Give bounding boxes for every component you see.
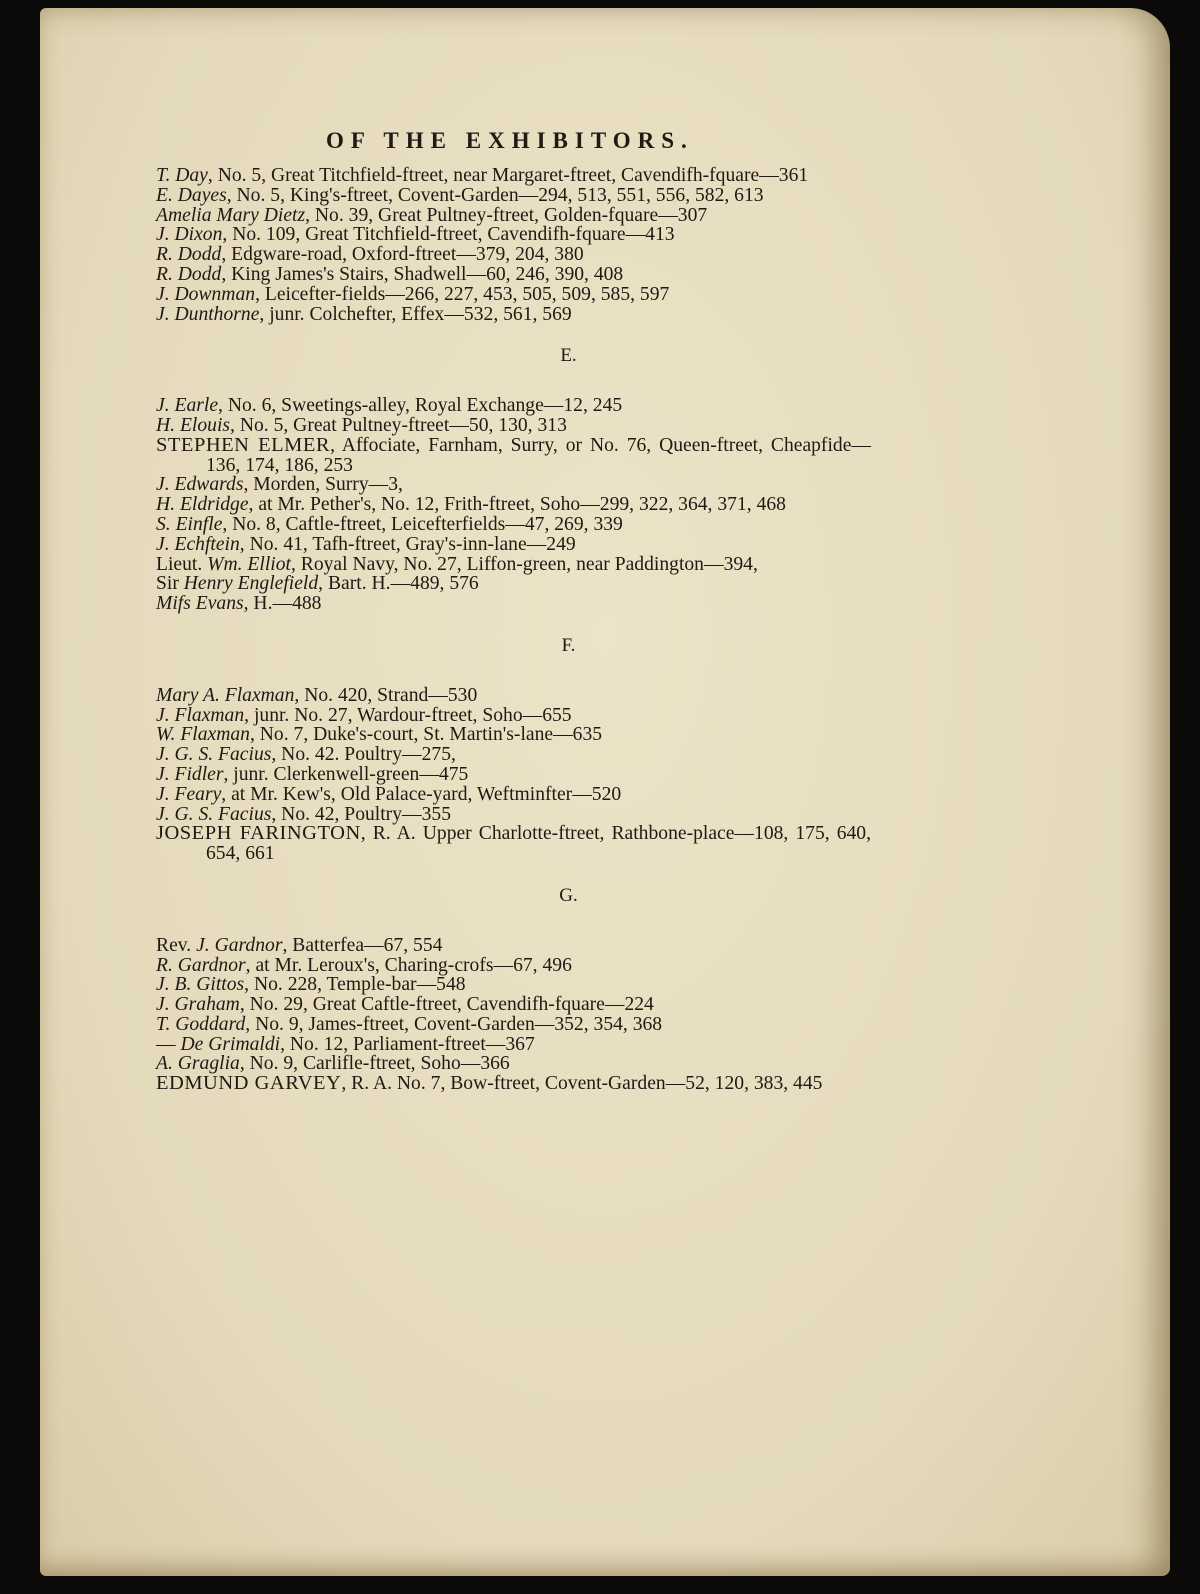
exhibitor-entry	[156, 745, 871, 765]
exhibitor-entry	[156, 166, 871, 186]
exhibitor-details: , at Mr. Leroux's, Charing-crofs—67, 496	[245, 954, 572, 976]
exhibitor-name: R. Gardnor	[156, 954, 246, 976]
exhibitor-details: , Batterfea—67, 554	[282, 934, 443, 956]
exhibitor-entry	[156, 186, 871, 206]
exhibitor-name: STEPHEN ELMER	[156, 433, 331, 456]
exhibitor-entry	[156, 245, 871, 265]
exhibitor-name: De Grimaldi	[180, 1033, 281, 1055]
exhibitor-entry	[156, 555, 871, 575]
exhibitor-name: T. Goddard	[156, 1013, 246, 1035]
exhibitor-name: R. Dodd	[156, 244, 222, 266]
exhibitor-name: S. Einfle	[156, 513, 223, 535]
book-page	[40, 8, 1170, 1576]
exhibitor-name: W. Flaxman	[156, 724, 250, 746]
exhibitor-entry	[156, 475, 871, 495]
exhibitor-name: Mary A. Flaxman	[156, 684, 295, 706]
exhibitor-details: , junr. Clerkenwell-green—475	[223, 763, 469, 785]
exhibitor-entry	[156, 1015, 871, 1035]
exhibitor-entry	[156, 686, 871, 706]
exhibitor-details: , No. 420, Strand—530	[294, 684, 478, 706]
entry-prefix: —	[156, 1033, 181, 1055]
exhibitor-entry	[156, 824, 871, 864]
exhibitor-name: J. G. S. Facius	[156, 744, 272, 766]
exhibitor-name: J. Dunthorne	[156, 303, 260, 325]
exhibitor-details: , at Mr. Kew's, Old Palace-yard, Weftminfter—520	[221, 783, 622, 805]
exhibitor-details: , No. 7, Duke's-court, St. Martin's-lane—635	[249, 724, 603, 746]
entry-prefix: Lieut.	[156, 553, 208, 575]
exhibitor-details: , No. 42. Poultry—275,	[271, 744, 456, 766]
exhibitor-entry	[156, 995, 871, 1015]
exhibitor-details: , No. 12, Parliament-ftreet—367	[280, 1033, 535, 1055]
exhibitor-entry	[156, 225, 871, 245]
exhibitor-entry	[156, 305, 871, 325]
exhibitor-name: Wm. Elliot	[207, 553, 291, 575]
page-header: OF THE EXHIBITORS.	[326, 128, 694, 153]
exhibitor-entry	[156, 936, 871, 956]
exhibitor-entry	[156, 396, 871, 416]
section-letter: E.	[560, 345, 577, 367]
exhibitor-name: H. Elouis	[156, 414, 231, 436]
exhibitor-details: , R. A. No. 7, Bow-ftreet, Covent-Garden—52, 120, 383, 445	[341, 1073, 823, 1095]
exhibitor-entry	[156, 706, 871, 726]
exhibitor-details: , King James's Stairs, Shadwell—60, 246, 390, 408	[221, 263, 624, 285]
exhibitor-list	[156, 166, 871, 1094]
exhibitor-details: , Affociate, Farnham, Surry, or No. 76, Queen-ftreet, Cheapfide—136, 174, 186, 253	[206, 434, 871, 476]
exhibitor-details: , No. 5, Great Titchfield-ftreet, near Margaret-ftreet, Cavendifh-fquare—361	[207, 165, 809, 186]
exhibitor-entry	[156, 1074, 871, 1094]
exhibitor-entry	[156, 495, 871, 515]
exhibitor-name: J. Edwards	[156, 474, 244, 496]
exhibitor-details: , junr. No. 27, Wardour-ftreet, Soho—655	[244, 704, 572, 726]
exhibitor-entry	[156, 433, 871, 476]
exhibitor-details: , Royal Navy, No. 27, Liffon-green, near Paddington—394,	[290, 553, 758, 575]
exhibitor-entry	[156, 765, 871, 785]
exhibitor-entry	[156, 725, 871, 745]
entry-prefix: Sir	[156, 573, 184, 595]
exhibitor-entry	[156, 535, 871, 555]
exhibitor-name: E. Dayes	[156, 184, 227, 206]
exhibitor-details: , H.—488	[243, 593, 322, 615]
section-letter: G.	[559, 884, 578, 906]
exhibitor-entry	[156, 956, 871, 976]
exhibitor-name: EDMUND GARVEY	[156, 1072, 342, 1095]
exhibitor-entry	[156, 285, 871, 305]
exhibitor-name: Mifs Evans	[156, 593, 244, 615]
exhibitor-name: J. Earle	[156, 395, 219, 417]
exhibitor-entry	[156, 206, 871, 226]
exhibitor-details: , No. 29, Great Caftle-ftreet, Cavendifh-fquare—224	[239, 994, 654, 1016]
exhibitor-name: J. Feary	[156, 783, 222, 805]
exhibitor-details: , No. 228, Temple-bar—548	[244, 974, 466, 996]
exhibitor-name: R. Dodd	[156, 263, 222, 285]
exhibitor-name: J. Graham	[156, 994, 240, 1016]
exhibitor-entry	[156, 515, 871, 535]
exhibitor-details: , Morden, Surry—3,	[243, 474, 403, 496]
exhibitor-entry	[156, 594, 871, 614]
exhibitor-name: J. Flaxman	[156, 704, 245, 726]
exhibitor-name: Amelia Mary Dietz	[156, 204, 306, 226]
exhibitor-entry	[156, 1035, 871, 1055]
exhibitor-name: J. Echftein	[156, 533, 240, 555]
exhibitor-name: J. Dixon	[156, 224, 223, 246]
exhibitor-details: , No. 9, James-ftreet, Covent-Garden—352, 354, 368	[245, 1013, 663, 1035]
exhibitor-name: H. Eldridge	[156, 494, 249, 516]
exhibitor-name: J. Fidler	[156, 763, 224, 785]
exhibitor-entry	[156, 574, 871, 594]
entry-prefix: Rev.	[156, 934, 197, 956]
exhibitor-entry	[156, 975, 871, 995]
exhibitor-details: , No. 8, Caftle-ftreet, Leicefterfields—47, 269, 339	[222, 513, 623, 535]
exhibitor-name: J. B. Gittos	[156, 974, 245, 996]
exhibitor-name: J. G. S. Facius	[156, 803, 272, 825]
exhibitor-details: , Bart. H.—489, 576	[318, 573, 479, 595]
exhibitor-name: JOSEPH FARINGTON	[156, 822, 361, 845]
exhibitor-details: , Leicefter-fields—266, 227, 453, 505, 509, 585, 597	[255, 283, 670, 305]
exhibitor-details: , No. 39, Great Pultney-ftreet, Golden-fquare—307	[305, 204, 708, 226]
exhibitor-details: , No. 42, Poultry—355	[271, 803, 451, 825]
exhibitor-name: J. Downman	[156, 283, 256, 305]
exhibitor-details: , Edgware-road, Oxford-ftreet—379, 204, 380	[221, 244, 584, 266]
exhibitor-details: , No. 5, King's-ftreet, Covent-Garden—294, 513, 551, 556, 582, 613	[226, 184, 764, 206]
exhibitor-details: , No. 109, Great Titchfield-ftreet, Cavendifh-fquare—413	[222, 224, 675, 246]
exhibitor-details: , R. A. Upper Charlotte-ftreet, Rathbone-place—108, 175, 640, 654, 661	[206, 823, 871, 865]
exhibitor-entry	[156, 785, 871, 805]
exhibitor-details: , junr. Colchefter, Effex—532, 561, 569	[259, 303, 572, 325]
exhibitor-name: A. Graglia	[156, 1053, 240, 1075]
exhibitor-details: , No. 6, Sweetings-alley, Royal Exchange—12, 245	[218, 395, 623, 417]
exhibitor-details: , No. 9, Carlifle-ftreet, Soho—366	[239, 1053, 510, 1075]
section-letter: F.	[561, 634, 576, 656]
exhibitor-details: , No. 5, Great Pultney-ftreet—50, 130, 313	[230, 414, 567, 436]
exhibitor-name: J. Gardnor	[196, 934, 283, 956]
exhibitor-name: Henry Englefield	[183, 573, 319, 595]
exhibitor-name: T. Day	[156, 165, 208, 186]
exhibitor-entry	[156, 265, 871, 285]
exhibitor-details: , at Mr. Pether's, No. 12, Frith-ftreet, Soho—299, 322, 364, 371, 468	[248, 494, 786, 516]
exhibitor-details: , No. 41, Tafh-ftreet, Gray's-inn-lane—249	[239, 533, 576, 555]
